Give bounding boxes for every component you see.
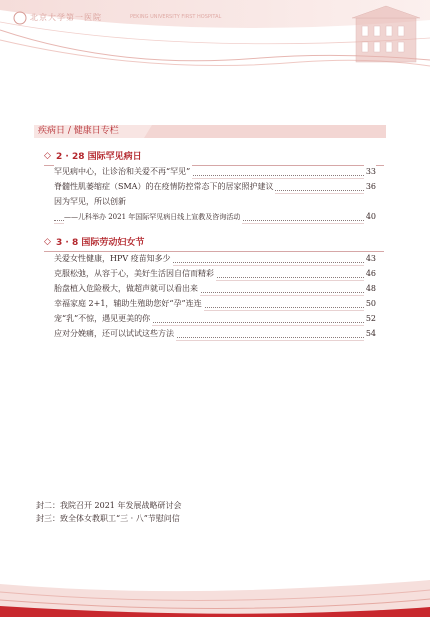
section-label: 疾病日 / 健康日专栏 — [38, 126, 119, 136]
toc-entry-title: 因为罕见，所以创新 — [54, 195, 128, 209]
group-title: 3 · 8 国际劳动妇女节 — [56, 238, 145, 248]
toc-entry-page: 48 — [364, 282, 376, 296]
section-banner — [34, 124, 386, 139]
toc-entry-page: 40 — [364, 210, 376, 224]
cover-note: 封三：致全体女教职工“三 · 八”节慰问信 — [36, 514, 180, 523]
toc-entry-page: 36 — [364, 180, 376, 194]
toc-entry[interactable] — [54, 267, 376, 281]
logo-subtext: PEKING UNIVERSITY FIRST HOSPITAL — [130, 14, 222, 20]
diamond-icon: ◇ — [44, 151, 51, 161]
group-heading — [44, 236, 384, 250]
toc-entry[interactable] — [54, 252, 376, 266]
toc-entry-title: 胎盘植入危险极大，做超声就可以看出来 — [54, 282, 200, 296]
toc-entry[interactable] — [54, 327, 376, 341]
toc-entry[interactable] — [54, 195, 376, 209]
toc-entry-page: 33 — [364, 165, 376, 179]
toc-entry-title: 脊髓性肌萎缩症（SMA）的在疫情防控常态下的居家照护建议 — [54, 180, 275, 194]
toc-entry-title: ——儿科举办 2021 年国际罕见病日线上宣教及咨询活动 — [64, 210, 242, 224]
toc-entry-page: 46 — [364, 267, 376, 281]
toc-entry-title: 克服松弛，从容于心，美好生活因自信而精彩 — [54, 267, 216, 281]
toc-entry-page: 43 — [364, 252, 376, 266]
toc-entry[interactable] — [54, 210, 376, 224]
toc-entry-title: 罕见病中心，让诊治和关爱不再“罕见” — [54, 165, 192, 179]
toc-entry-page: 54 — [364, 327, 376, 341]
page-footer — [0, 572, 430, 617]
toc-entry-page: 50 — [364, 297, 376, 311]
toc-entry-title: 幸福家庭 2+1，辅助生殖助您好“孕”连连 — [54, 297, 204, 311]
cover-note: 封二：我院召开 2021 年发展战略研讨会 — [36, 501, 182, 510]
toc-entry-title: 关爱女性健康，HPV 疫苗知多少 — [54, 252, 173, 266]
toc-entry[interactable] — [54, 312, 376, 326]
page-header — [0, 0, 430, 80]
group-heading — [44, 150, 384, 164]
toc-entry[interactable] — [54, 282, 376, 296]
toc-entry-title: 应对分娩痛，还可以试试这些方法 — [54, 327, 176, 341]
footer-decoration — [0, 572, 430, 617]
toc-entry[interactable] — [54, 297, 376, 311]
toc-entry[interactable] — [54, 165, 376, 179]
diamond-icon: ◇ — [44, 237, 51, 247]
logo-text: 北京大学第一医院 — [30, 13, 102, 22]
toc-entry-page: 52 — [364, 312, 376, 326]
toc-entry[interactable] — [54, 180, 376, 194]
toc-entry-title: 宠“乳”不惊，遇见更美的你 — [54, 312, 152, 326]
group-title: 2 · 28 国际罕见病日 — [56, 152, 142, 162]
